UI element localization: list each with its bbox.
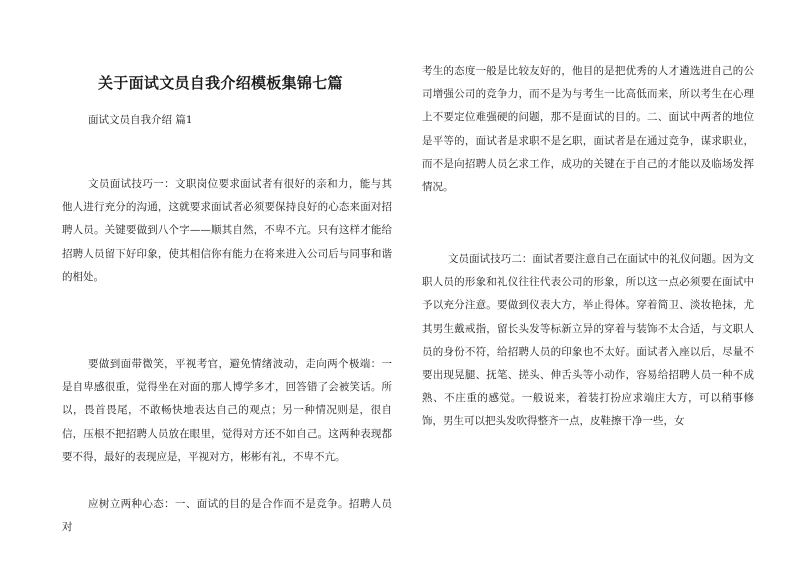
paragraph: 考生的态度一般是比较友好的，他目的是把优秀的人才遴选进自己的公司增强公司的竞争力，而不是为与考生一比高低而来，所以考生在心理上不要定位难强硬的问题，那不是面试的目的。二、面试中两者的地位是平等的，面试者是求职不是乞职，面试者是在通过竞争，谋求职业，而不是向招聘人员乞求工作，成功的关键在于自己的才能以及临场发挥情况。	[422, 65, 754, 194]
paragraph: 文员面试技巧一：文职岗位要求面试者有很好的亲和力，能与其他人进行充分的沟通，这就要求面试者必须要保持良好的心态来面对招聘人员。关键要做到八个字——顺其自然，不卑不亢。只有这样才能给招聘人员留下好印象，使其相信你有能力在将来进入公司后与同事和谐的相处。	[62, 178, 392, 283]
paragraph: 应树立两种心态：一、面试的目的是合作而不是竞争。招聘人员对	[62, 498, 392, 534]
section-subtitle: 面试文员自我介绍 篇1	[88, 114, 193, 126]
paragraph: 要做到面带微笑，平视考官，避免情绪波动，走向两个极端：一是自卑感很重，觉得坐在对面的那人博学多才，回答错了会被笑话。所以，畏首畏尾，不敢畅快地表达自己的观点；另一种情况则是，很自信，压根不把招聘人员放在眼里，觉得对方还不如自己。这两种表现都要不得，最好的表现应是，平视对方，彬彬有礼，不卑不亢。	[62, 358, 392, 463]
paragraph: 文员面试技巧二：面试者要注意自己在面试中的礼仪问题。因为文职人员的形象和礼仪往往代表公司的形象，所以这一点必须要在面试中予以充分注意。要做到仪表大方，举止得体。穿着简卫、淡妆艳抹，尤其男生戴戒指，留长头发等标新立异的穿着与装饰不太合适，与文职人员的身份不符，给招聘人员的印象也不太好。面试者入座以后，尽量不要出现晃腿、抚笔、搓头、伸舌头等小动作，容易给招聘人员一种不成熟、不庄重的感觉。一般说来，着装打扮应求端庄大方，可以稍事修饰，男生可以把头发吹得整齐一点，皮鞋擦干净一些，女	[422, 253, 754, 428]
document-title: 关于面试文员自我介绍模板集锦七篇	[98, 74, 343, 92]
